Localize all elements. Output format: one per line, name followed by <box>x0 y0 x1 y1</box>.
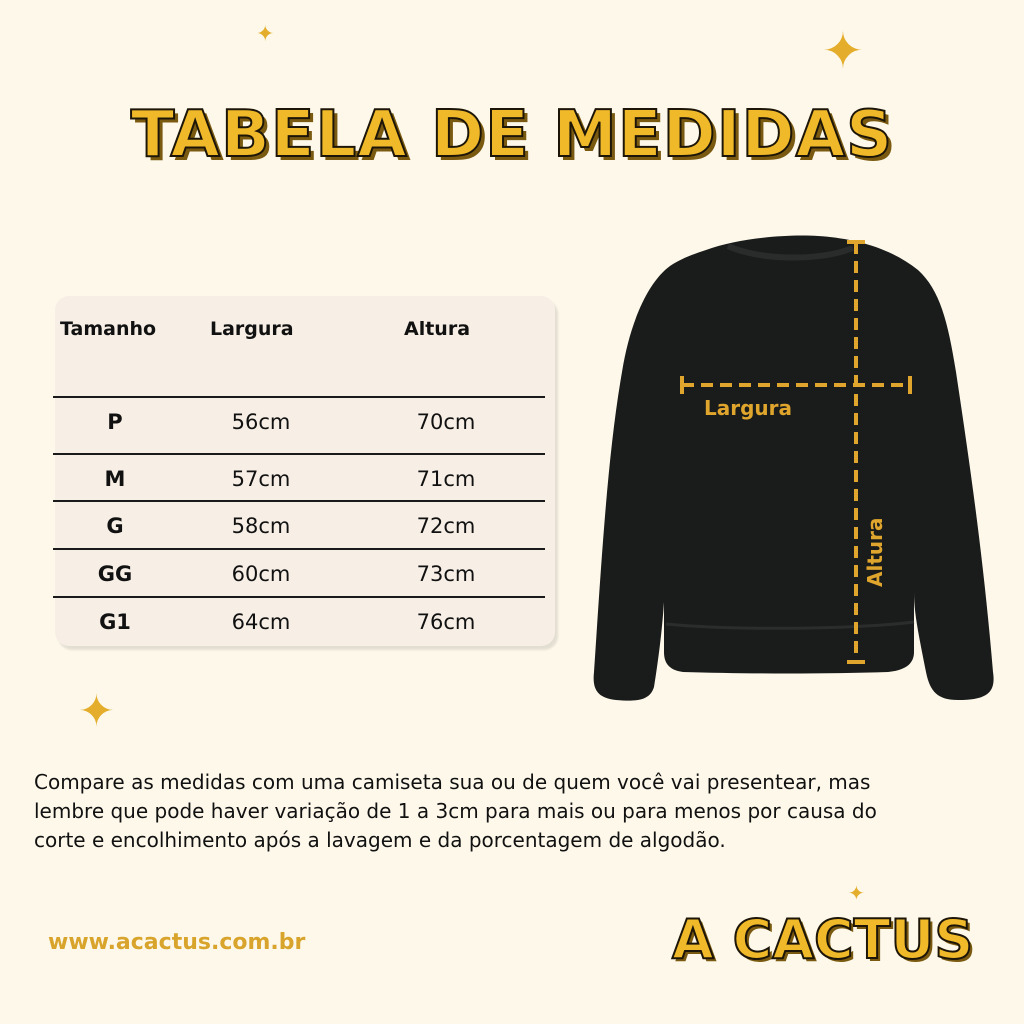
cell-width: 64cm <box>231 610 291 634</box>
table-row <box>53 548 545 596</box>
brand-logo: A CACTUS <box>672 908 974 971</box>
table-row <box>53 453 545 501</box>
cell-size: G <box>106 514 124 538</box>
cell-width: 56cm <box>231 410 291 434</box>
header-width: Largura <box>210 318 294 340</box>
sweatshirt-diagram <box>588 232 998 712</box>
table-row <box>53 596 545 644</box>
width-label: Largura <box>704 396 793 420</box>
header-height: Altura <box>404 318 471 340</box>
cell-size: P <box>107 410 123 434</box>
cell-height: 76cm <box>416 610 476 634</box>
cell-size: GG <box>97 562 133 586</box>
cell-height: 70cm <box>416 410 476 434</box>
cell-width: 58cm <box>231 514 291 538</box>
cell-height: 73cm <box>416 562 476 586</box>
height-label: Altura <box>863 517 887 587</box>
page-title: TABELA DE MEDIDAS <box>130 98 894 172</box>
cell-height: 72cm <box>416 514 476 538</box>
cell-width: 60cm <box>231 562 291 586</box>
cell-size: M <box>104 467 126 491</box>
measurement-note: Compare as medidas com uma camiseta sua ou de quem você vai presentear, mas lembre que pode haver variação de 1 a 3cm para mais ou para menos por causa do corte e encolhimento após a lavagem e da porcentagem de algodão. <box>34 770 877 852</box>
cell-size: G1 <box>99 610 131 634</box>
website-link[interactable]: www.acactus.com.br <box>48 930 306 955</box>
cell-width: 57cm <box>231 467 291 491</box>
sweatshirt-shape <box>594 236 994 701</box>
cell-height: 71cm <box>416 467 476 491</box>
table-row <box>53 396 545 444</box>
sparkle-icon: ✦ <box>78 686 115 737</box>
sparkle-icon: ✦ <box>256 22 275 47</box>
sparkle-icon: ✦ <box>822 22 864 80</box>
table-row <box>53 500 545 548</box>
sparkle-icon: ✦ <box>848 881 865 905</box>
header-size: Tamanho <box>60 318 157 340</box>
